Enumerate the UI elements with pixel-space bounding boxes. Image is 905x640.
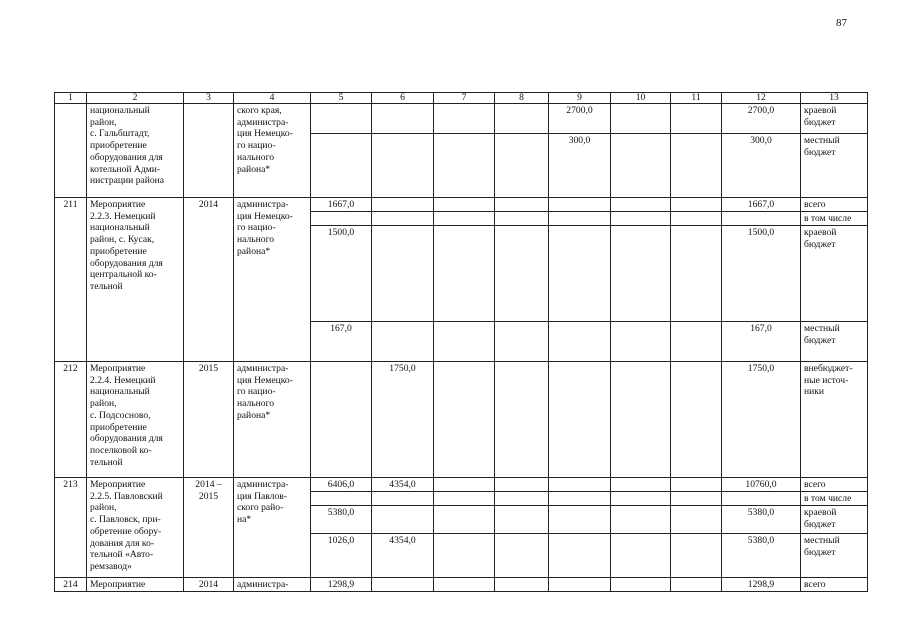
year-cell xyxy=(184,104,234,198)
value-total: 1667,0 xyxy=(722,198,801,212)
measure-name: Мероприятие 2.2.3. Немецкий национальный район, с. Кусак, приобретение оборудования для центральной ко- тельной xyxy=(87,198,184,362)
funding-source: в том числе xyxy=(801,492,868,506)
budget-table xyxy=(54,92,868,592)
funding-source: местный бюджет xyxy=(801,134,868,198)
column-header: 13 xyxy=(801,93,868,104)
column-header: 9 xyxy=(549,93,611,104)
column-number-row xyxy=(55,93,868,104)
row-number-cell: 214 xyxy=(55,578,87,592)
column-header: 3 xyxy=(184,93,234,104)
value-total: 1298,9 xyxy=(722,578,801,592)
row-number-cell: 212 xyxy=(55,362,87,478)
measure-name: национальный район, с. Гальбштадт, приобретение оборудования для котельной Адми- нистрации района xyxy=(87,104,184,198)
value-col5: 1667,0 xyxy=(311,198,372,212)
executor-cell: администра- ция Немецко- го нацио- нального района* xyxy=(234,198,311,362)
column-header: 10 xyxy=(611,93,671,104)
funding-source: краевой бюджет xyxy=(801,226,868,322)
executor-cell: администра- ция Немецко- го нацио- нального района* xyxy=(234,362,311,478)
funding-source: местный бюджет xyxy=(801,534,868,578)
executor-cell: администра- ция Павлов- ского райо- на* xyxy=(234,478,311,578)
value-col6: 1750,0 xyxy=(372,362,434,478)
funding-source: краевой бюджет xyxy=(801,506,868,534)
value-col5: 1500,0 xyxy=(311,226,372,322)
value-col9: 2700,0 xyxy=(549,104,611,134)
value-col6: 4354,0 xyxy=(372,534,434,578)
value-total: 167,0 xyxy=(722,322,801,362)
year-cell: 2014 xyxy=(184,578,234,592)
value-total: 1750,0 xyxy=(722,362,801,478)
value-total: 5380,0 xyxy=(722,506,801,534)
row-number-cell: 211 xyxy=(55,198,87,362)
column-header: 8 xyxy=(495,93,549,104)
table-row xyxy=(55,104,868,134)
table-row xyxy=(55,578,868,592)
table-row xyxy=(55,198,868,212)
table-row xyxy=(55,362,868,478)
measure-name: Мероприятие 2.2.5. Павловский район, с. Павловск, при- обретение обору- дования для ко- тельной «Авто- ремзавод» xyxy=(87,478,184,578)
funding-source: внебюджет- ные источ- ники xyxy=(801,362,868,478)
value-total: 300,0 xyxy=(722,134,801,198)
value-col5: 5380,0 xyxy=(311,506,372,534)
funding-source: всего xyxy=(801,578,868,592)
value-col9: 300,0 xyxy=(549,134,611,198)
funding-source: всего xyxy=(801,478,868,492)
year-cell: 2015 xyxy=(184,362,234,478)
row-number-cell: 213 xyxy=(55,478,87,578)
value-col5: 1298,9 xyxy=(311,578,372,592)
funding-source: местный бюджет xyxy=(801,322,868,362)
funding-source: в том числе xyxy=(801,212,868,226)
value-col6: 4354,0 xyxy=(372,478,434,492)
funding-source: краевой бюджет xyxy=(801,104,868,134)
column-header: 4 xyxy=(234,93,311,104)
value-total: 10760,0 xyxy=(722,478,801,492)
value-col5: 1026,0 xyxy=(311,534,372,578)
value-col5: 167,0 xyxy=(311,322,372,362)
value-total: 1500,0 xyxy=(722,226,801,322)
column-header: 2 xyxy=(87,93,184,104)
funding-source: всего xyxy=(801,198,868,212)
column-header: 1 xyxy=(55,93,87,104)
column-header: 6 xyxy=(372,93,434,104)
row-number-cell xyxy=(55,104,87,198)
table-row xyxy=(55,478,868,492)
executor-cell: администра- xyxy=(234,578,311,592)
year-cell: 2014 xyxy=(184,198,234,362)
value-col5: 6406,0 xyxy=(311,478,372,492)
page-number: 87 xyxy=(836,17,847,29)
year-cell: 2014 – 2015 xyxy=(184,478,234,578)
column-header: 11 xyxy=(671,93,722,104)
executor-cell: ского края, администра- ция Немецко- го нацио- нального района* xyxy=(234,104,311,198)
measure-name: Мероприятие 2.2.4. Немецкий национальный район, с. Подсосново, приобретение оборудования для поселковой ко- тельной xyxy=(87,362,184,478)
column-header: 5 xyxy=(311,93,372,104)
value-total: 2700,0 xyxy=(722,104,801,134)
column-header: 7 xyxy=(434,93,495,104)
measure-name: Мероприятие xyxy=(87,578,184,592)
value-total: 5380,0 xyxy=(722,534,801,578)
column-header: 12 xyxy=(722,93,801,104)
